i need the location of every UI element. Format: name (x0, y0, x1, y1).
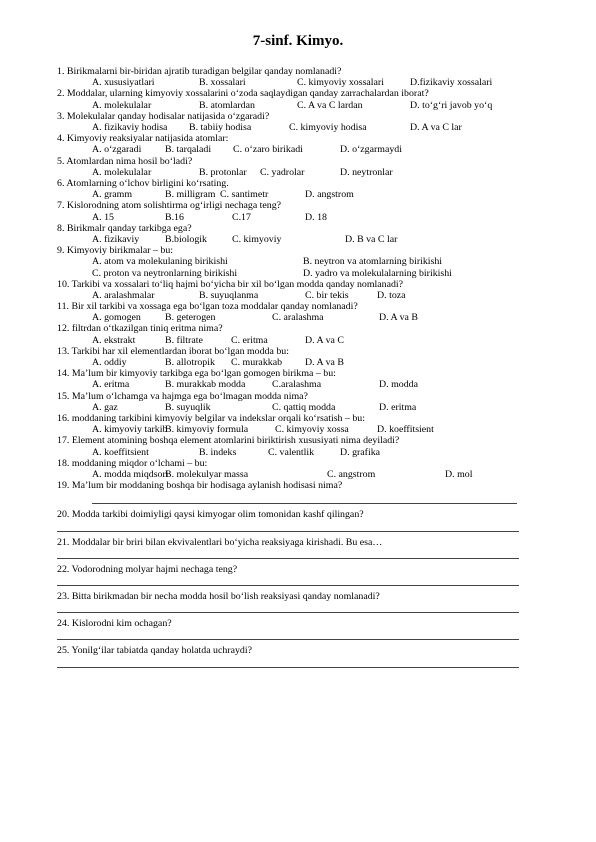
question-text: 7. Kislorodning atom solishtirma og‘irligi nechaga teng? (57, 200, 282, 212)
answer-option: C. valentlik (268, 446, 315, 458)
options-row (57, 335, 527, 346)
answer-line (92, 503, 517, 504)
question-text: 17. Element atomining boshqa element atomlarini biriktirish xususiyati nima deyiladi? (57, 435, 400, 447)
answer-option: A. atom va molekulaning birikishi (92, 256, 228, 268)
answer-option: C. kimyoviy xossa (275, 424, 349, 436)
answer-line (57, 612, 519, 613)
answer-option: D. A va B (305, 357, 344, 369)
answer-option: A. gomogen (92, 312, 141, 324)
answer-option: A. koeffitsient (92, 446, 149, 458)
question-text: 3. Molekulalar qanday hodisalar natijasida o‘zgaradi? (57, 110, 270, 122)
answer-option: A. fizikaviy (92, 233, 140, 245)
answer-option: D. neytronlar (340, 166, 393, 178)
answer-option: B. geterogen (165, 312, 216, 324)
options-row (57, 77, 527, 88)
answer-option: C. angstrom (327, 469, 376, 481)
answer-option: B. tarqaladi (165, 144, 212, 156)
answer-option: C. murakkab (231, 357, 283, 369)
answer-option: A. gramm (92, 189, 133, 201)
answer-option: B. filtrate (165, 334, 203, 346)
answer-option: B. suyuqlanma (199, 289, 259, 301)
answer-option: D.fizikaviy xossalari (410, 77, 493, 89)
answer-option: D. yadro va molekulalarning birikishi (303, 267, 452, 279)
answer-option: B. milligram (165, 189, 216, 201)
options-row (57, 167, 527, 178)
answer-option: B.16 (165, 211, 184, 223)
question-text: 22. Vodorodning molyar hajmi nechaga teng? (57, 563, 238, 575)
answer-option: B. xossalari (199, 77, 246, 89)
question-text: 20. Modda tarkibi doimiyligi qaysi kimyogar olim tomonidan kashf qilingan? (57, 509, 364, 521)
options-row (57, 234, 527, 245)
question-list (57, 66, 527, 673)
answer-option: A. molekulalar (92, 99, 152, 111)
answer-option: C. kimyoviy (232, 233, 282, 245)
answer-option: D. 18 (305, 211, 327, 223)
answer-option: B. protonlar (199, 166, 247, 178)
question-text: 16. moddaning tarkibini kimyoviy belgilar va indekslar orqali ko‘rsatish – bu: (57, 413, 365, 425)
answer-option: D. o‘zgarmaydi (340, 144, 402, 156)
options-row (57, 212, 527, 223)
question-text: 9. Kimyoviy birikmalar – bu: (57, 245, 174, 257)
question-text: 6. Atomlarning o‘lchov birligini ko‘rsating. (57, 177, 229, 189)
question-text: 15. Ma’lum o‘lchamga va hajmga ega bo‘lmagan modda nima? (57, 390, 308, 402)
answer-option: A. xususiyatlari (92, 77, 155, 89)
question-text: 2. Moddalar, ularning kimyoviy xossalarini o‘zoda saqlaydigan qanday zarrachalardan iborat? (57, 88, 429, 100)
answer-option: D. to‘g‘ri javob yo‘q (410, 99, 493, 111)
question-text: 24. Kislorodni kim ochagan? (57, 618, 172, 630)
answer-line (57, 639, 519, 640)
answer-option: C. eritma (231, 334, 268, 346)
answer-line (57, 585, 519, 586)
answer-option: C.17 (232, 211, 251, 223)
question-text: 14. Ma’lum bir kimyoviy tarkibga ega bo‘lgan gomogen birikma – bu: (57, 368, 336, 380)
answer-line (57, 667, 519, 668)
answer-option: B. murakkab modda (165, 379, 246, 391)
answer-option: A. 15 (92, 211, 114, 223)
answer-option: D. A va B (379, 312, 418, 324)
answer-option: C. yadrolar (260, 166, 305, 178)
question-text: 1. Birikmalarni bir-biridan ajratib turadigan belgilar qanday nomlanadi? (57, 66, 342, 77)
answer-option: B. suyuqlik (165, 401, 211, 413)
options-row (57, 100, 527, 111)
answer-option: C. bir tekis (305, 289, 349, 301)
answer-option: B. kimyoviy formula (165, 424, 249, 436)
answer-option: D. A va C lar (410, 121, 462, 133)
answer-line (57, 558, 519, 559)
answer-option: C. A va C lardan (297, 99, 363, 111)
options-row (57, 379, 527, 390)
answer-option: A. eritma (92, 379, 130, 391)
answer-option: A. o‘zgaradi (92, 144, 142, 156)
answer-option: C. proton va neytronlarning birikishi (92, 267, 238, 279)
answer-option: D. grafika (340, 446, 381, 458)
answer-option: C. kimyoviy xossalari (297, 77, 384, 89)
question-text: 23. Bitta birikmadan bir necha modda hosil bo‘lish reaksiyasi qanday nomlanadi? (57, 591, 380, 603)
answer-option: D. A va C (305, 334, 344, 346)
answer-option: A. molekulalar (92, 166, 152, 178)
question-text: 19. Ma’lum bir moddaning boshqa bir hodisaga aylanish hodisasi nima? (57, 480, 343, 492)
answer-option: A. fizikaviy hodisa (92, 121, 168, 133)
answer-option: A. oddiy (92, 357, 127, 369)
options-row (57, 312, 527, 323)
options-row (57, 357, 527, 368)
answer-option: D. angstrom (305, 189, 354, 201)
question-text: 5. Atomlardan nima hosil bo‘ladi? (57, 155, 193, 167)
answer-option: B. neytron va atomlarning birikishi (303, 256, 443, 268)
answer-option: B. allotropik (165, 357, 215, 369)
options-row (57, 290, 527, 301)
answer-option: B.biologik (165, 233, 207, 245)
options-row (57, 447, 527, 458)
answer-line (57, 531, 519, 532)
question-text: 18. moddaning miqdor o‘lchami – bu: (57, 457, 208, 469)
options-row (57, 469, 527, 480)
answer-option: C. aralashma (272, 312, 324, 324)
question-text: 8. Birikmalr qanday tarkibga ega? (57, 222, 192, 234)
question-text: 21. Moddalar bir briri bilan ekvivalentlari bo‘yicha reaksiyaga kirishadi. Bu esa… (57, 536, 383, 548)
question-text: 12. filtrdan o‘tkazilgan tiniq eritma nima? (57, 323, 223, 335)
question-text: 25. Yonilg‘ilar tabiatda qanday holatda uchraydi? (57, 645, 252, 657)
answer-option: D. toza (377, 289, 406, 301)
question-text: 13. Tarkibi har xil elementlardan iborat bo‘lgan modda bu: (57, 345, 289, 357)
options-row (57, 424, 527, 435)
options-row (57, 256, 527, 267)
options-row (57, 402, 527, 413)
answer-option: A. ekstrakt (92, 334, 136, 346)
options-row (57, 122, 527, 133)
answer-option: A. gaz (92, 401, 118, 413)
answer-option: A. aralashmalar (92, 289, 155, 301)
answer-option: B. indeks (199, 446, 237, 458)
page-title: 7-sinf. Kimyo. (252, 33, 344, 49)
question-text: 11. Bir xil tarkibi va xossaga ega bo‘lgan toza moddalar qanday nomlanadi? (57, 301, 358, 313)
answer-option: C. kimyoviy hodisa (289, 121, 367, 133)
question-text: 4. Kimyoviy reaksiyalar natijasida atomlar: (57, 133, 229, 145)
answer-option: C. santimetr (220, 189, 269, 201)
options-row (57, 144, 527, 155)
question-text: 10. Tarkibi va xossalari to‘liq hajmi bo‘yicha bir xil bo‘lgan modda qanday nomlanadi? (57, 278, 404, 290)
answer-option: A. modda miqdsori (92, 469, 169, 481)
answer-option: C. o‘zaro birikadi (233, 144, 303, 156)
answer-option: B. tabiiy hodisa (189, 121, 252, 133)
answer-option: B. atomlardan (199, 99, 255, 111)
answer-option: D. koeffitsient (377, 424, 434, 436)
options-row (57, 268, 527, 279)
answer-option: B. molekulyar massa (165, 469, 249, 481)
answer-option: C. qattiq modda (272, 401, 336, 413)
answer-option: D. eritma (379, 401, 417, 413)
answer-option: C.aralashma (272, 379, 322, 391)
answer-option: A. kimyoviy tarkib (92, 424, 168, 436)
answer-option: D. mol (445, 469, 473, 481)
answer-option: D. B va C lar (345, 233, 398, 245)
answer-option: D. modda (379, 379, 418, 391)
options-row (57, 189, 527, 200)
